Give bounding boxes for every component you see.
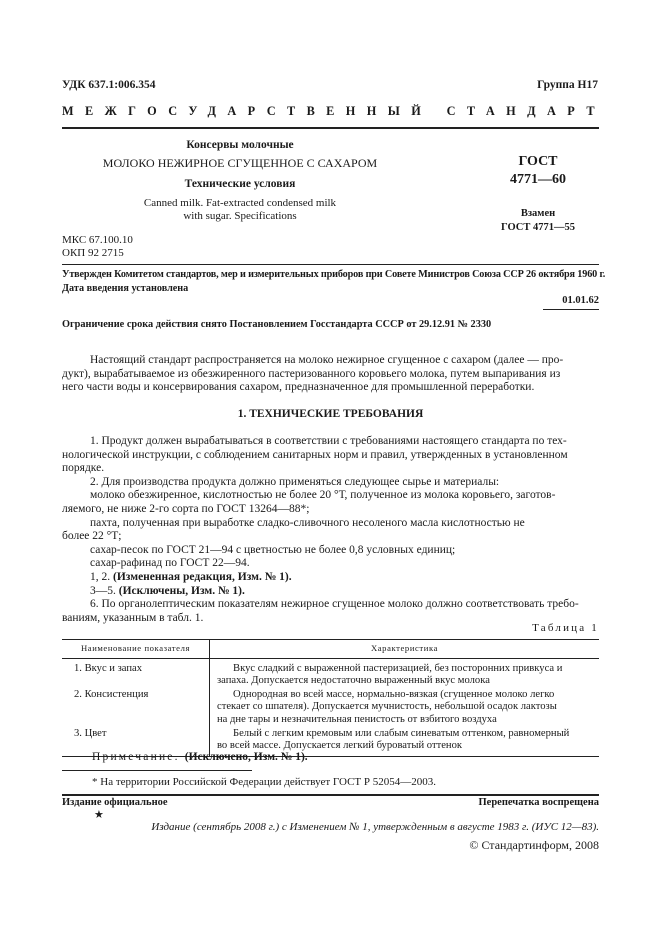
codes-rule [62,264,599,265]
exclusion-note: 3—5. (Исключены, Изм. № 1). [90,584,245,597]
edition-info: Издание (сентябрь 2008 г.) с Изменением № 1, утвержденным в августе 1983 г. (ИУС 12—83). [151,821,599,833]
intro-paragraph: Настоящий стандарт распространяется на молоко нежирное сгущенное с сахаром (далее — про- дукт), вырабатываемое из обезжиренного пастеризованного коровьего молока, путем выпаривания из него части воды и консервирования сахаром, предназначенное для промышленной переработки. [62,354,564,394]
table-row: 1. Вкус и запах Вкус сладкий с выраженной пастеризацией, без посторонних привкуса и запаха. Допускается недостаточно выраженный вкус молока [62,658,599,688]
table-note: Примечание. (Исключено, Изм. № 1). [92,751,308,763]
document-subtitle: Технические условия [184,178,296,190]
official-edition-label: Издание официальное [62,797,168,808]
section-1-body: 1. Продукт должен вырабатываться в соответствии с требованиями настоящего стандарта по тех- нологической инструкции, с соблюдением санитарных норм и правил, утвержденных в установленном порядке. 2. Для производства продукта должно применяться следующее сырье и материалы: молоко обезжиренное, кислотностью не более 20 °Т, полученное из молока коровьего, заготов- ляемого, не ниже 2-го сорта по ГОСТ 13264—88*; пахта, полученная при выработке сладко-сливочного несоленого масла кислотностью не более 22 °Т; сахар-песок по ГОСТ 21—94 с цветностью не более 0,8 условных единиц; сахар-рафинад по ГОСТ 22—94. 1, 2. (Измененная редакция, Изм. № 1). 3—5. (Исключены, Изм. № 1). 6. По органолептическим показателям нежирное сгущенное молоко должно соответствовать требо- ваниям, указанным в табл. 1. [62,435,599,625]
replaces-label: Взамен [520,208,556,219]
column-header-indicator: Наименование показателя [62,640,210,659]
header-rule [62,127,599,129]
replaces-value: ГОСТ 4771—55 [501,222,575,233]
udc-code: УДК 637.1:006.354 [62,79,156,91]
table-header-row [62,640,599,659]
footer-rule [62,794,599,796]
section-heading: 1. ТЕХНИЧЕСКИЕ ТРЕБОВАНИЯ [237,408,424,420]
approval-line-2: Дата введения установлена [62,283,189,294]
table-row: 2. Консистенция Однородная во всей массе, нормально-вязкая (сгущенное молоко легко стекает со шпателя). Допускается мучнистость, небольшой осадок лактозы на дне тары и незначительная пенистость от взбитого воздуха [62,688,599,727]
footnote: * На территории Российской Федерации действует ГОСТ Р 52054—2003. [92,776,437,788]
copyright: © Стандартинформ, 2008 [469,838,599,852]
column-header-characteristic: Характеристика [210,640,600,659]
star-icon: ★ [94,809,104,821]
date-underline [543,309,599,310]
reprint-prohibited-label: Перепечатка воспрещена [478,797,599,808]
table-caption: Таблица 1 [532,622,599,634]
gost-label: ГОСТ [518,154,558,169]
gost-number: 4771—60 [510,172,566,187]
english-title-line-1: Canned milk. Fat-extracted condensed milk [143,197,337,209]
mks-code: МКС 67.100.10 [62,234,133,246]
introduction-date: 01.01.62 [562,295,599,306]
group-code: Группа Н17 [537,79,598,91]
footnote-rule [62,770,252,771]
okp-code: ОКП 92 2715 [62,247,124,259]
approval-line-1: Утвержден Комитетом стандартов, мер и измерительных приборов при Совете Министров Союза ССР 26 октября 1960 г. [62,269,606,280]
limitation-note: Ограничение срока действия снято Постановлением Госстандарта СССР от 29.12.91 № 2330 [62,319,492,330]
document-title: МОЛОКО НЕЖИРНОЕ СГУЩЕННОЕ С САХАРОМ [102,156,378,170]
category-title: Консервы молочные [186,139,294,151]
standard-type-banner: МЕЖГОСУДАРСТВЕННЫЙ СТАНДАРТ [62,104,606,118]
table-row: 3. Цвет Белый с легким кремовым или слабым синеватым оттенком, равномерный во всей массе. Допускается легкий буроватый оттенок [62,727,599,757]
amendment-note: 1, 2. (Измененная редакция, Изм. № 1). [90,570,292,583]
english-title-line-2: with sugar. Specifications [183,210,297,222]
table-1 [62,639,599,757]
